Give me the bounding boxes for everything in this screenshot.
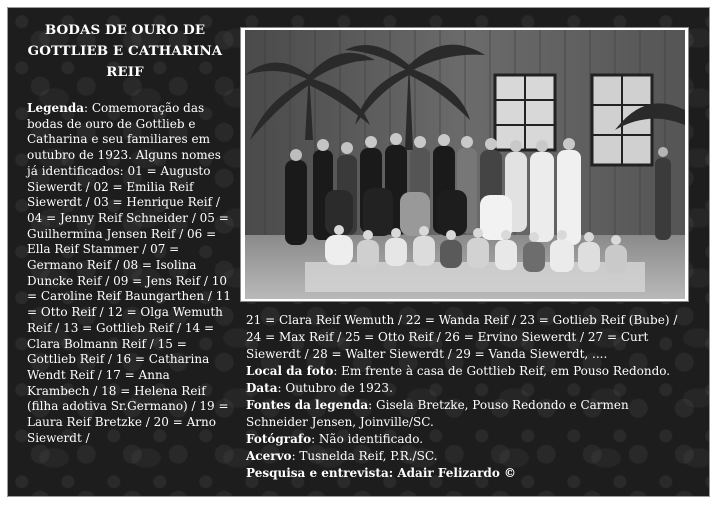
fotografo-value: : Não identificado.	[311, 432, 424, 446]
legend-label: Legenda	[27, 101, 84, 115]
local-label: Local da foto	[246, 364, 334, 378]
fontes-label: Fontes da legenda	[246, 398, 369, 412]
legend-names-right: 21 = Clara Reif Wemuth / 22 = Wanda Reif / 23 = Gotlieb Reif (Bube) / 24 = Max Reif / 25 = Otto Reif / 26 = Ervino Siewerdt / 27 = Curt Siewerdt / 28 = Walter Siewerdt / 29 = Vanda Siewerdt, ....	[246, 313, 678, 361]
pesquisa-credit: Pesquisa e entrevista: Adair Felizardo ©	[246, 466, 516, 480]
poster-title	[20, 20, 230, 83]
data-label: Data	[246, 381, 278, 395]
data-line	[246, 380, 686, 397]
title-line-1: BODAS DE OURO DE	[44, 22, 206, 38]
fotografo-label: Fotógrafo	[246, 432, 312, 446]
legend-block	[27, 101, 233, 446]
title-line-2: GOTTLIEB E CATHARINA	[27, 43, 223, 59]
fotografo-line	[246, 431, 686, 448]
acervo-label: Acervo	[246, 449, 292, 463]
legend-intro: : Comemoração das bodas de ouro de Gottlieb e Catharina e seu familiares em outubro de 1923. Alguns nomes já identificados:	[27, 101, 221, 178]
acervo-value: : Tusnelda Reif, P.R./SC.	[291, 449, 438, 463]
acervo-line	[246, 448, 686, 465]
local-value: : Em frente à casa de Gottlieb Reif, em Pouso Redondo.	[333, 364, 671, 378]
fontes-line	[246, 397, 686, 431]
fontes-value: : Gisela Bretzke, Pouso Redondo e Carmen Schneider Jensen, Joinville/SC.	[246, 398, 629, 429]
data-value: : Outubro de 1923.	[277, 381, 393, 395]
pesquisa-line	[246, 465, 686, 482]
title-line-3: REIF	[106, 64, 144, 80]
family-group-photo	[245, 30, 685, 299]
local-line	[246, 363, 686, 380]
details-block	[246, 312, 686, 482]
legend-names-left: 01 = Augusto Siewerdt / 02 = Emilia Reif Siewerdt / 03 = Henrique Reif / 04 = Jenny Reif Schneider / 05 = Guilhermina Jensen Reif / 06 = Ella Reif Stammer / 07 = Germano Reif / 08 = Isolina Duncke Reif / 09 = Jens Reif / 10 = Caroline Reif Baungarthen / 11 = Otto Reif / 12 = Olga Wemuth Reif / 13 = Gottlieb Reif / 14 = Clara Bolmann Reif / 15 = Gottlieb Reif / 16 = Catharina Wendt Reif / 17 = Anna Krambech / 18 = Helena Reif (filha adotiva Sr.Germano) / 19 = Laura Reif Bretzke / 20 = Arno Siewerdt /	[27, 163, 232, 445]
